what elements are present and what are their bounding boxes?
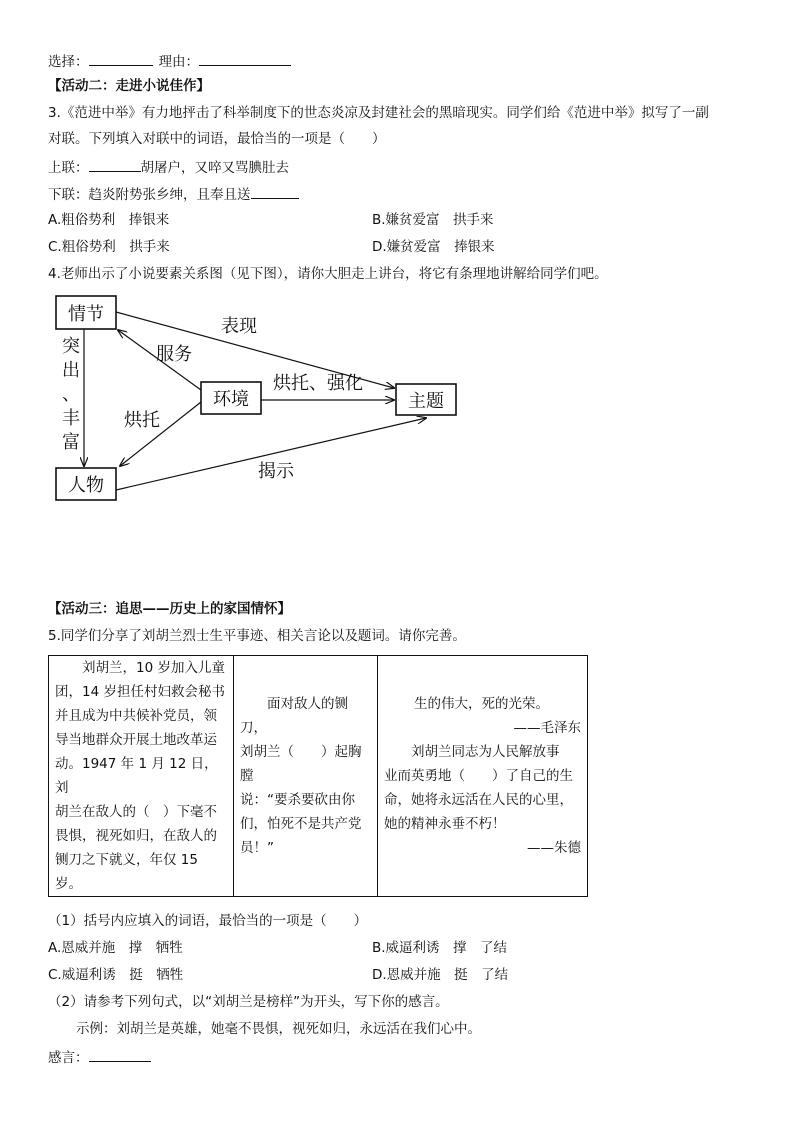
deeds-line: 胡兰在敌人的（ ）下毫不 bbox=[55, 804, 217, 820]
reason-label: 理由： bbox=[158, 54, 199, 70]
edge-label-express: 表现 bbox=[221, 316, 257, 337]
words-line: 说：“要杀要砍由你 bbox=[240, 792, 355, 808]
inscription-author-zhu: ——朱德 bbox=[527, 840, 581, 856]
q5-option-d[interactable]: D.恩威并施 挺 了结 bbox=[372, 967, 509, 983]
deeds-line: 团，14 岁担任村妇救会秘书 bbox=[55, 684, 225, 700]
q3-upper-couplet bbox=[48, 156, 289, 178]
edge-label-serve: 服务 bbox=[156, 344, 192, 365]
activity3-title: 【活动三：追思——历史上的家国情怀】 bbox=[48, 601, 291, 617]
inscription-zhu-line: 命，她将永远活在人民的心里， bbox=[384, 792, 573, 808]
liu-hulan-table bbox=[48, 655, 588, 897]
words-line: 面对敌人的铡刀， bbox=[240, 696, 348, 736]
novel-elements-diagram bbox=[40, 290, 480, 515]
edge-label-reveal: 揭示 bbox=[258, 461, 294, 482]
answer-label: 感言： bbox=[48, 1050, 89, 1066]
node-char: 人物 bbox=[68, 475, 104, 496]
lower-blank[interactable] bbox=[251, 183, 299, 199]
inscription-zhu-line: 刘胡兰同志为人民解放事 bbox=[411, 744, 560, 760]
q3-stem-line1: 3.《范进中举》有力地抨击了科举制度下的世态炎凉及封建社会的黑暗现实。同学们给《范进中举》拟写了一副 bbox=[48, 105, 709, 121]
inscription-zhu-line: 她的精神永垂不朽！ bbox=[384, 816, 506, 832]
words-line: 刘胡兰（ ）起胸膛 bbox=[240, 744, 362, 784]
q3-option-d[interactable]: D.嫌贫爱富 捧银来 bbox=[372, 239, 495, 255]
inscription-mao: 生的伟大，死的光荣。 bbox=[414, 696, 549, 712]
q5-stem: 5.同学们分享了刘胡兰烈士生平事迹、相关言论以及题词。请你完善。 bbox=[48, 628, 466, 644]
choice-label: 选择： bbox=[48, 54, 89, 70]
q3-option-a[interactable]: A.粗俗势利 捧银来 bbox=[48, 212, 170, 228]
inscription-zhu-line: 业而英勇地（ ）了自己的生 bbox=[384, 768, 573, 784]
q5-option-b[interactable]: B.威逼利诱 撑 了结 bbox=[372, 940, 508, 956]
q3-lower-couplet bbox=[48, 183, 299, 205]
words-line: 员！” bbox=[240, 840, 274, 856]
deeds-line: 导当地群众开展土地改革运 bbox=[55, 732, 217, 748]
q5-example: 示例：刘胡兰是英雄，她毫不畏惧，视死如归，永远活在我们心中。 bbox=[76, 1021, 481, 1037]
words-line: 们，怕死不是共产党 bbox=[240, 816, 362, 832]
q5-option-a[interactable]: A.恩威并施 撑 牺牲 bbox=[48, 940, 183, 956]
q5-sub1-stem: （1）括号内应填入的词语，最恰当的一项是（ ） bbox=[48, 913, 368, 929]
deeds-line: 并且成为中共候补党员，领 bbox=[55, 708, 217, 724]
cell-words bbox=[234, 656, 378, 897]
cell-deeds bbox=[49, 656, 234, 897]
lower-text: 下联：趋炎附势张乡绅，且奉且送 bbox=[48, 187, 251, 203]
q4-stem: 4.老师出示了小说要素关系图（见下图），请你大胆走上讲台，将它有条理地讲解给同学们吧。 bbox=[48, 266, 608, 282]
edge-label-foil: 烘托 bbox=[124, 410, 160, 431]
vertical-char-5: 富 bbox=[62, 432, 80, 453]
node-theme: 主题 bbox=[408, 391, 444, 412]
upper-blank[interactable] bbox=[89, 156, 141, 172]
cell-inscriptions bbox=[378, 656, 588, 897]
node-env: 环境 bbox=[213, 389, 249, 410]
q5-sub2-stem: （2）请参考下列句式，以“刘胡兰是榜样”为开头，写下你的感言。 bbox=[48, 994, 449, 1010]
deeds-line: 刘胡兰，10 岁加入儿童 bbox=[82, 660, 225, 676]
q3-option-b[interactable]: B.嫌贫爱富 拱手来 bbox=[372, 212, 494, 228]
activity2-title: 【活动二：走进小说佳作】 bbox=[48, 78, 210, 94]
vertical-char-1: 突 bbox=[62, 336, 80, 357]
q5-option-c[interactable]: C.威逼利诱 挺 牺牲 bbox=[48, 967, 184, 983]
reason-blank[interactable] bbox=[199, 50, 291, 66]
node-plot: 情节 bbox=[68, 304, 104, 325]
upper-text: 胡屠户，又啐又骂腆肚去 bbox=[140, 160, 289, 176]
q3-option-c[interactable]: C.粗俗势利 拱手来 bbox=[48, 239, 170, 255]
vertical-char-2: 出 bbox=[62, 360, 80, 381]
vertical-char-4: 丰 bbox=[62, 408, 80, 429]
upper-label: 上联： bbox=[48, 160, 89, 176]
choice-blank[interactable] bbox=[89, 50, 153, 66]
answer-line bbox=[48, 1046, 151, 1068]
choice-reason-line bbox=[48, 50, 291, 72]
q3-stem-line2: 对联。下列填入对联中的词语，最恰当的一项是（ ） bbox=[48, 131, 386, 147]
deeds-line: 铡刀之下就义，年仅 15 岁。 bbox=[55, 852, 198, 892]
deeds-line: 畏惧，视死如归，在敌人的 bbox=[55, 828, 217, 844]
answer-blank[interactable] bbox=[89, 1046, 151, 1062]
vertical-char-3: 、 bbox=[62, 384, 80, 405]
edge-label-foil-strengthen: 烘托、强化 bbox=[273, 373, 363, 394]
inscription-author-mao: ——毛泽东 bbox=[513, 720, 581, 736]
deeds-line: 动。1947 年 1 月 12 日，刘 bbox=[55, 756, 218, 796]
